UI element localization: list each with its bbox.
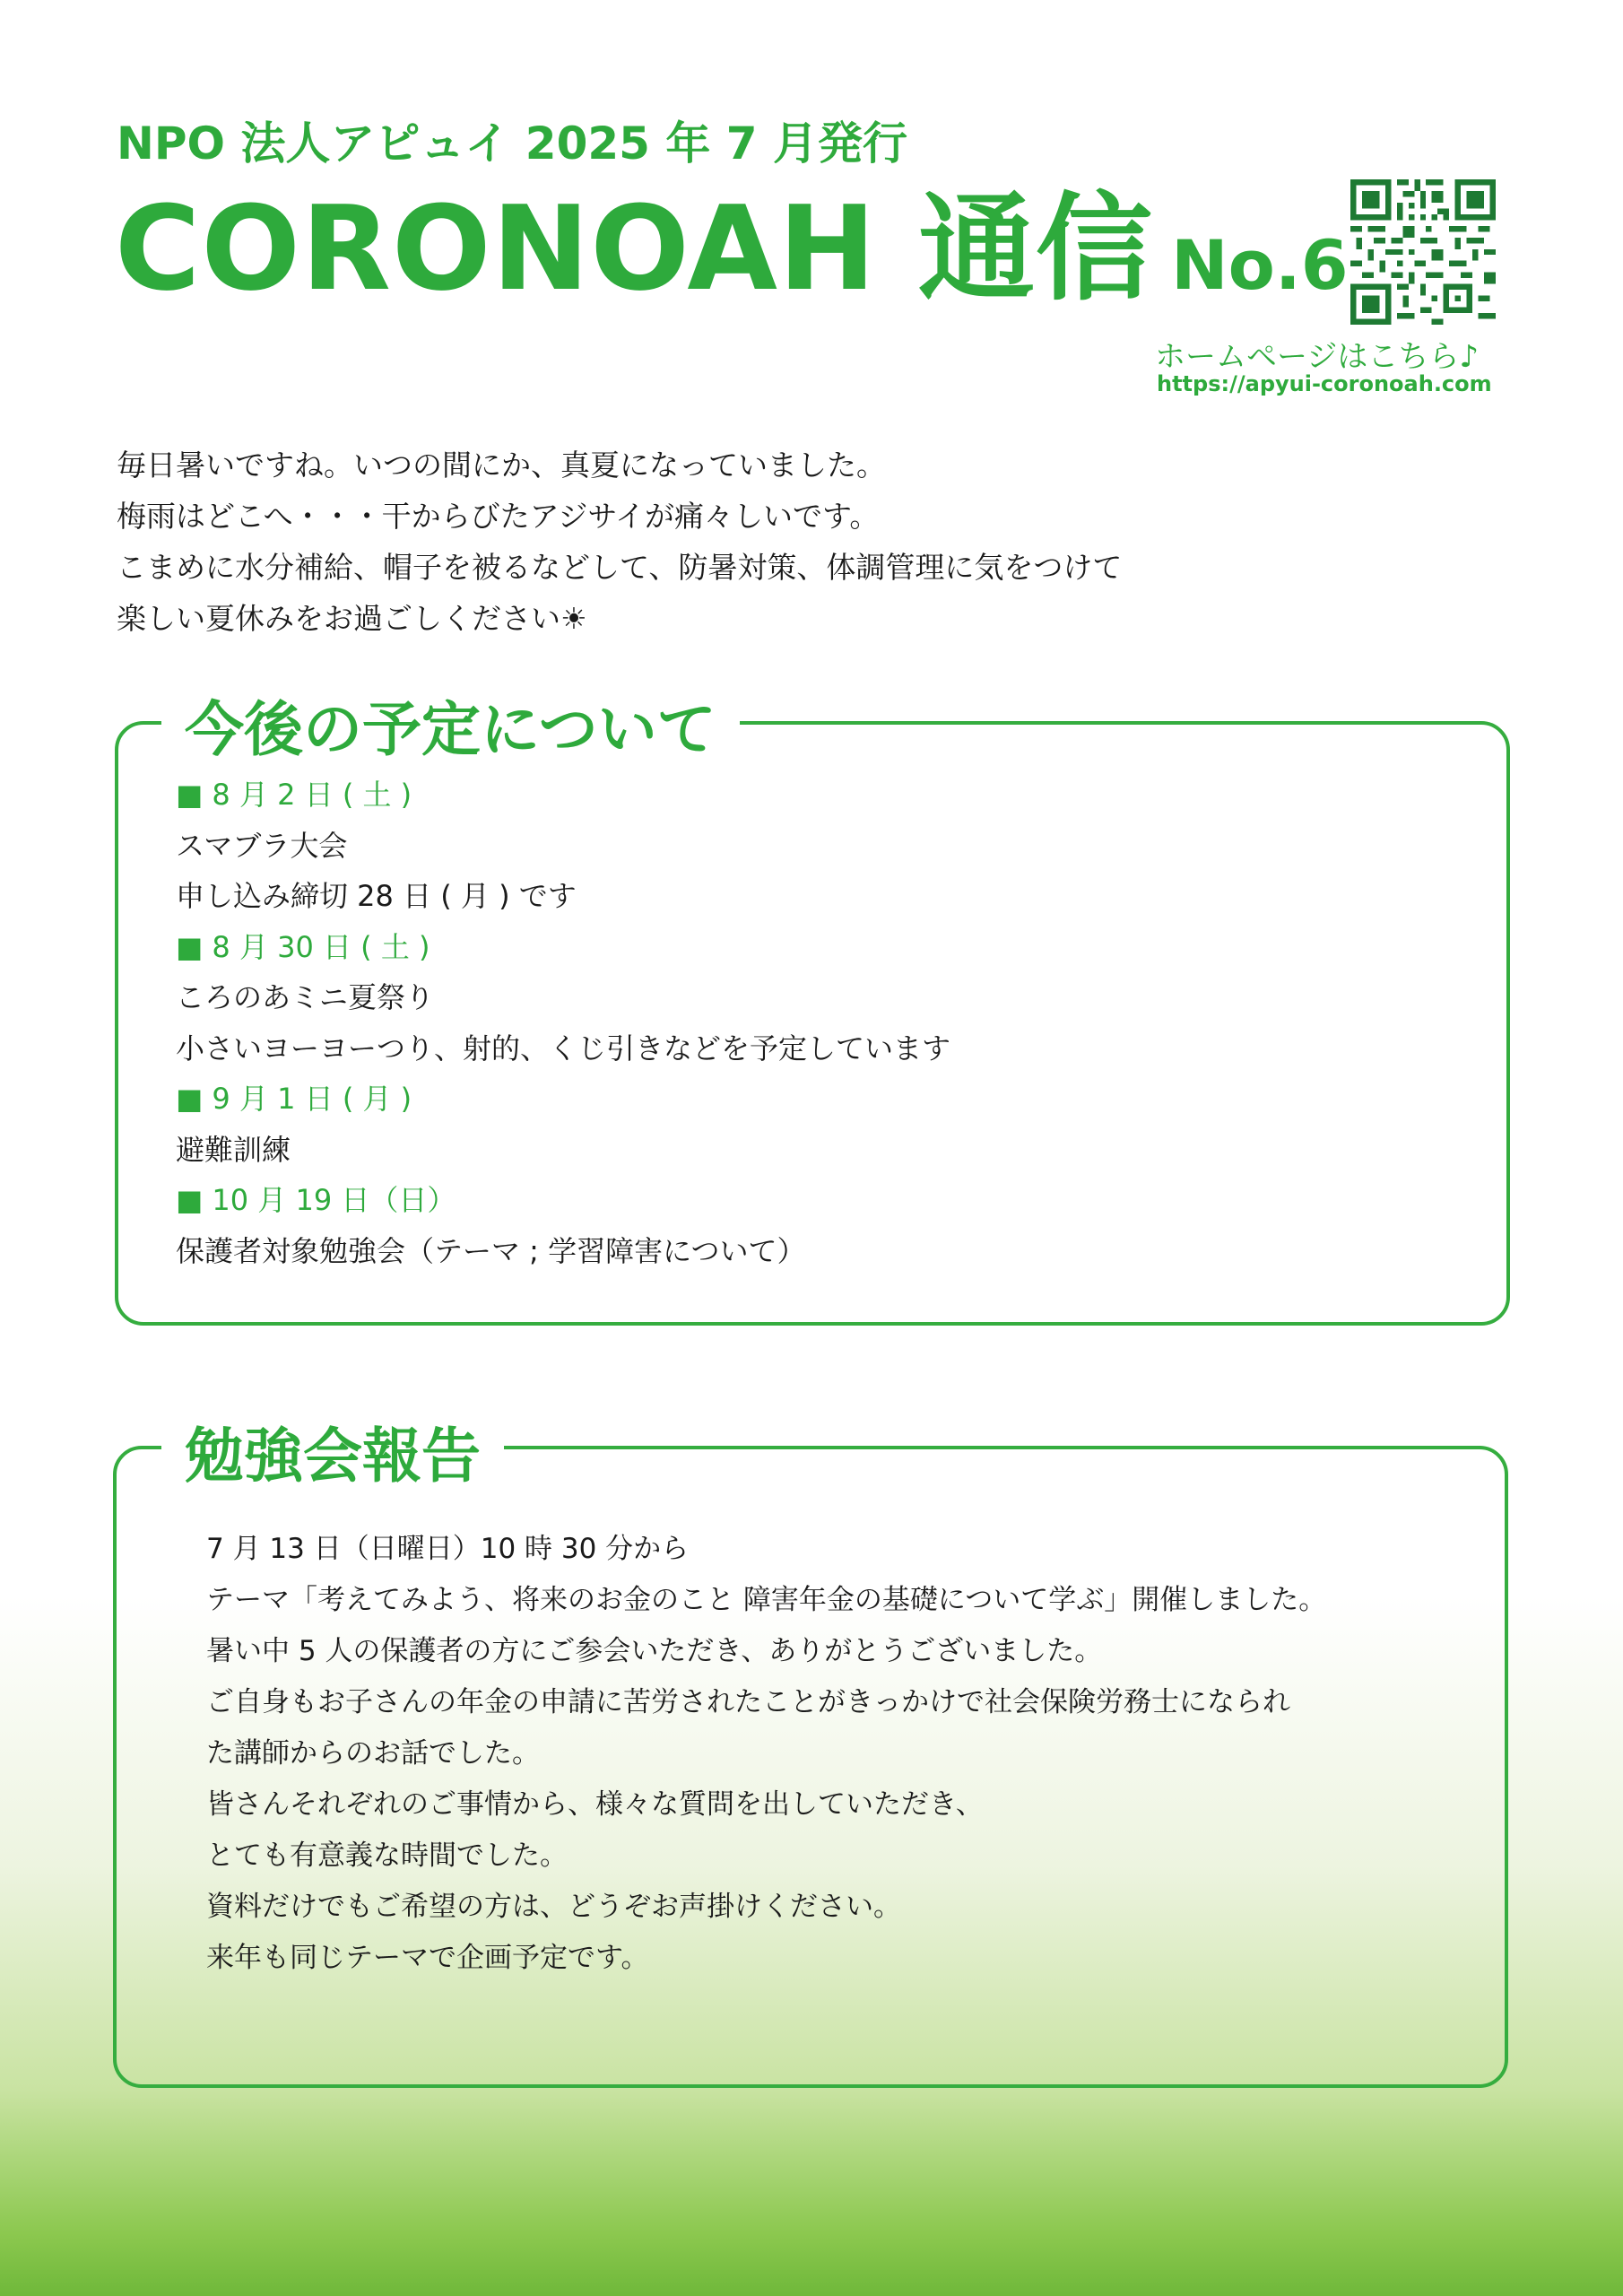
intro-line: 毎日暑いですね。いつの間にか、真夏になっていました。 (117, 448, 886, 483)
report-line: 皆さんそれぞれのご事情から、様々な質問を出していただき、 (206, 1788, 984, 1821)
homepage-url-link[interactable]: https://apyui-coronoah.com (1157, 371, 1492, 396)
title-main: CORONOAH 通信 (115, 180, 1154, 317)
intro-paragraph (117, 439, 1122, 644)
schedule-list (176, 770, 950, 1276)
intro-line: 梅雨はどこへ・・・干からびたアジサイが痛々しいです。 (117, 499, 880, 534)
schedule-date: ■ 10 月 19 日（日） (176, 1183, 456, 1217)
schedule-detail: スマブラ大会 (176, 828, 348, 863)
intro-line: こまめに水分補給、帽子を被るなどして、防暑対策、体調管理に気をつけて (117, 550, 1123, 585)
schedule-detail: 申し込み締切 28 日 ( 月 ) です (176, 879, 577, 913)
publisher-line: NPO 法人アピュイ 2025 年 7 月発行 (117, 117, 907, 170)
intro-line: 楽しい夏休みをお過ごしください☀ (117, 601, 587, 636)
report-line: 資料だけでもご希望の方は、どうぞお声掛けください。 (206, 1891, 901, 1923)
report-line: 7 月 13 日（日曜日）10 時 30 分から (206, 1533, 690, 1565)
schedule-detail: 保護者対象勉強会（テーマ ; 学習障害について） (176, 1233, 806, 1268)
schedule-date: ■ 8 月 30 日 ( 土 ) (176, 929, 430, 964)
report-body (206, 1524, 1326, 1984)
schedule-detail: 避難訓練 (176, 1132, 291, 1167)
schedule-date: ■ 8 月 2 日 ( 土 ) (176, 778, 412, 812)
schedule-date: ■ 9 月 1 日 ( 月 ) (176, 1082, 412, 1116)
report-line: 暑い中 5 人の保護者の方にご参会いただき、ありがとうございました。 (206, 1635, 1103, 1667)
report-line: とても有意義な時間でした。 (206, 1839, 568, 1872)
report-line: ご自身もお子さんの年金の申請に苦労されたことがきっかけで社会保険労務士になられ (206, 1686, 1290, 1718)
schedule-detail: 小さいヨーヨーつり、射的、くじ引きなどを予定しています (176, 1031, 951, 1065)
report-heading: 勉強会報告 (161, 1408, 504, 1493)
issue-number: No.6 (1171, 225, 1349, 305)
report-line: テーマ「考えてみよう、将来のお金のこと 障害年金の基礎について学ぶ」開催しました。 (206, 1584, 1327, 1616)
report-line: た講師からのお話でした。 (206, 1737, 540, 1770)
newsletter-title (115, 180, 1349, 317)
schedule-detail: ころのあミニ夏祭り (176, 980, 435, 1014)
homepage-label[interactable]: ホームページはこちら♪ (1155, 339, 1480, 375)
schedule-heading: 今後の予定について (161, 682, 740, 767)
report-line: 来年も同じテーマで企画予定です。 (206, 1942, 649, 1974)
qr-code-icon[interactable] (1350, 179, 1496, 325)
